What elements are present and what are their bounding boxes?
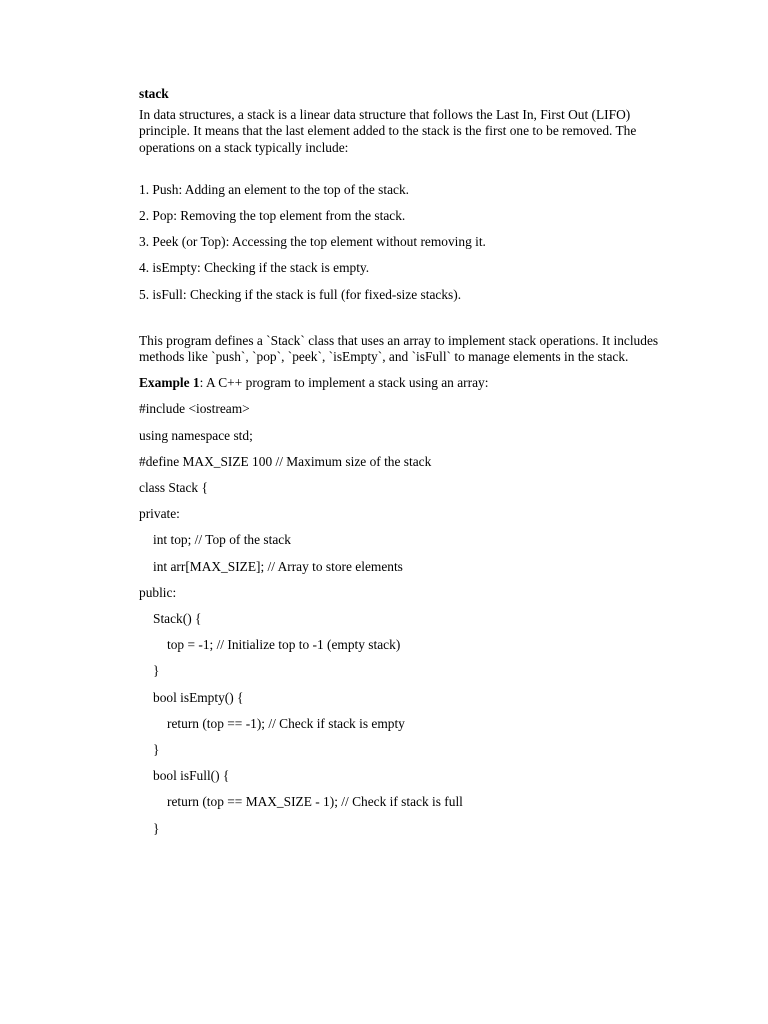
code-line: bool isFull() { bbox=[153, 768, 230, 784]
code-line: return (top == -1); // Check if stack is empty bbox=[167, 715, 405, 731]
document-page bbox=[139, 86, 679, 837]
program-description: This program defines a `Stack` class that uses an array to implement stack operations. It includes methods like `push`, `pop`, `peek`, `isEmpty`, and `isFull` to manage elements in the stack. bbox=[139, 332, 659, 365]
list-item: 1. Push: Adding an element to the top of the stack. bbox=[139, 181, 410, 197]
code-line: int arr[MAX_SIZE]; // Array to store elements bbox=[153, 558, 403, 574]
list-item: 3. Peek (or Top): Accessing the top element without removing it. bbox=[139, 234, 486, 250]
spacer bbox=[139, 303, 679, 333]
spacer bbox=[139, 156, 679, 182]
code-line: } bbox=[153, 742, 160, 758]
example-label: Example 1 bbox=[139, 375, 200, 391]
list-item: 5. isFull: Checking if the stack is full (for fixed-size stacks). bbox=[139, 286, 462, 302]
code-line: int top; // Top of the stack bbox=[153, 532, 291, 548]
example-heading bbox=[139, 375, 679, 391]
code-line: bool isEmpty() { bbox=[153, 689, 244, 705]
document-title: stack bbox=[139, 86, 169, 101]
code-line: private: bbox=[139, 506, 180, 522]
code-line: } bbox=[153, 663, 160, 679]
list-item: 4. isEmpty: Checking if the stack is empty. bbox=[139, 260, 370, 276]
code-line: using namespace std; bbox=[139, 427, 253, 443]
code-line: return (top == MAX_SIZE - 1); // Check if stack is full bbox=[167, 794, 463, 810]
code-line: #define MAX_SIZE 100 // Maximum size of the stack bbox=[139, 453, 432, 469]
code-line: top = -1; // Initialize top to -1 (empty stack) bbox=[167, 637, 401, 653]
example-text: : A C++ program to implement a stack using an array: bbox=[199, 375, 489, 391]
code-line: } bbox=[153, 820, 160, 836]
code-line: #include <iostream> bbox=[139, 401, 250, 417]
code-line: Stack() { bbox=[153, 611, 202, 627]
intro-paragraph: In data structures, a stack is a linear data structure that follows the Last In, First Out (LIFO) principle. It means that the last element added to the stack is the first one to be removed. The operations on a stack typically include: bbox=[139, 107, 637, 155]
list-item: 2. Pop: Removing the top element from the stack. bbox=[139, 208, 406, 224]
code-line: public: bbox=[139, 584, 177, 600]
operations-list bbox=[139, 182, 679, 303]
code-line: class Stack { bbox=[139, 480, 208, 496]
code-block bbox=[139, 401, 679, 836]
